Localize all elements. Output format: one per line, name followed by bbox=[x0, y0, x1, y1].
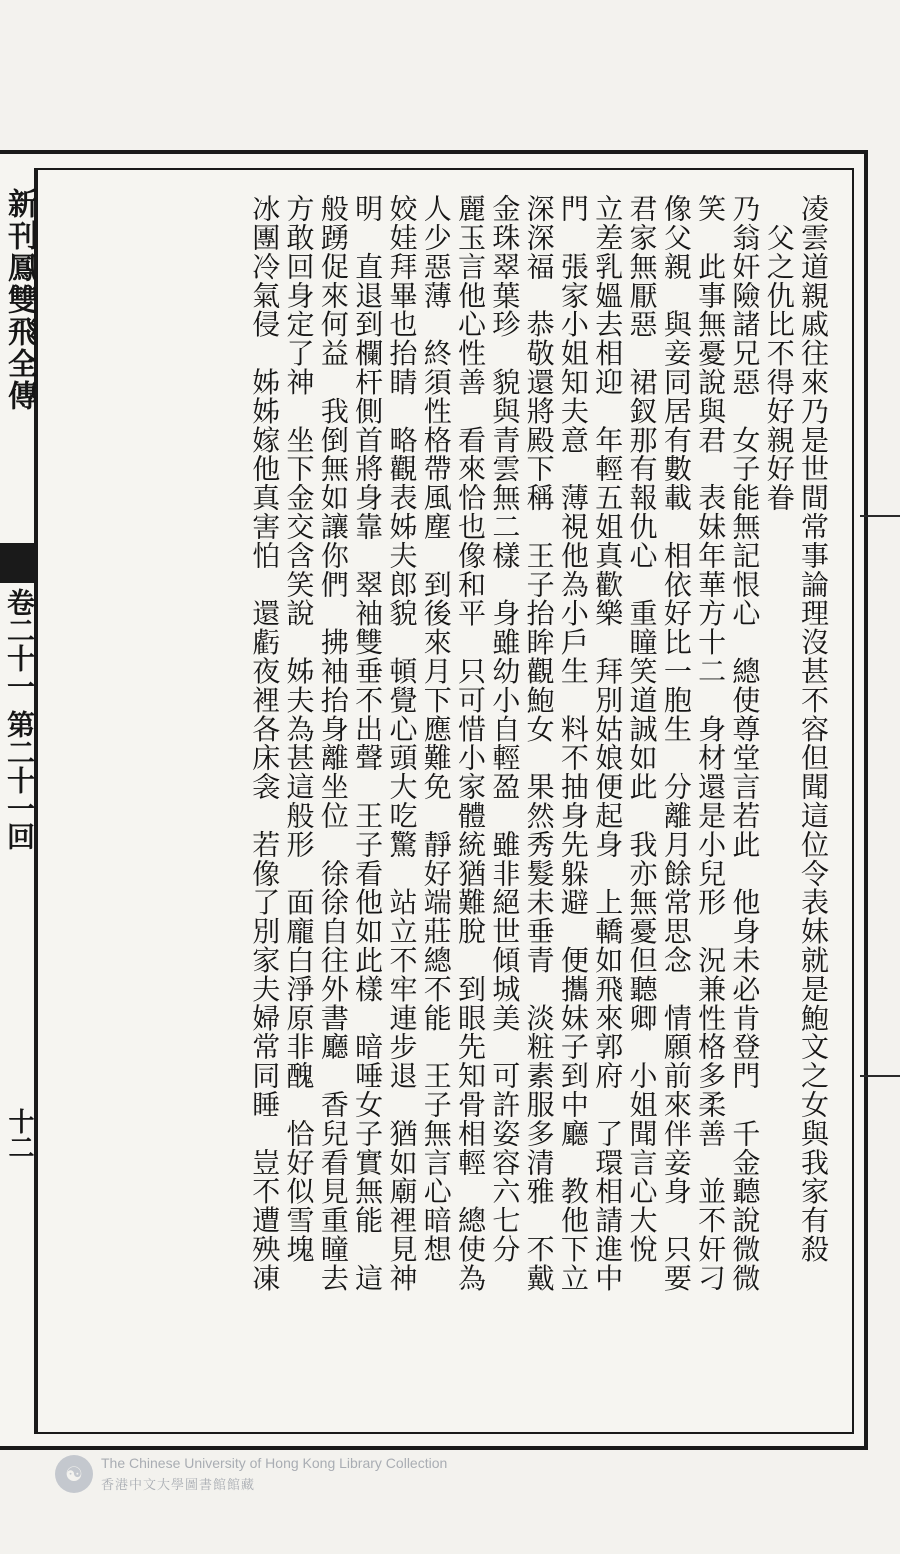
text-column: 乃翁奸險諸兄惡 女子能無記恨心 總使尊堂言若此 他身未必肯登門 千金聽說微微 bbox=[728, 194, 762, 1293]
book-title: 新刊鳳雙飛全傳 bbox=[2, 188, 37, 412]
main-text bbox=[40, 194, 830, 1424]
text-column: 金珠翠葉珍 貌與青雲無二樣 身雖幼小自輕盈 雖非絕世傾城美 可許姿容六七分 bbox=[488, 194, 522, 1264]
text-column: 深深福 恭敬還將殿下稱 王子抬眸觀鮑女 果然秀髮未垂青 淡粧素服多清雅 不戴 bbox=[522, 194, 556, 1293]
text-column: 父之仇比不得好親好眷 bbox=[762, 194, 796, 512]
chapter-label: 卷二十一 第二十一回 bbox=[3, 588, 36, 850]
fish-tail-mark bbox=[0, 543, 36, 583]
page-edge-mark bbox=[860, 515, 900, 517]
text-column: 像父親 與妾同居有數載 相依好比一胞生 分離月餘常思念 情願前來伴妾身 只要 bbox=[659, 194, 693, 1293]
text-column: 人少惡薄 終須性格帶風塵 到後來月下應難免 靜好端莊總不能 王子無言心暗想 bbox=[419, 194, 453, 1264]
text-column: 明 直退到欄杆側首將身靠 翠袖雙垂不出聲 王子看他如此樣 暗唾女子實無能 這 bbox=[351, 194, 385, 1293]
text-column: 方敢回身定了神 坐下金交含笑說 姊夫為甚這般形 面龐白淨原非醜 恰好似雪塊 bbox=[282, 194, 316, 1264]
text-column: 凌雲道親戚往來乃是世間常事論理沒甚不容但聞這位令表妹就是鮑文之女與我家有殺 bbox=[797, 194, 830, 1264]
text-column: 冰團冷氣侵 姊姊嫁他真害怕 還虧夜裡各床衾 若像了別家夫婦常同睡 豈不遭殃凍 bbox=[248, 194, 282, 1293]
library-watermark bbox=[55, 1455, 575, 1495]
page-edge-mark bbox=[860, 1075, 900, 1077]
text-column: 笑 此事無憂說與君 表妹年華方十二 身材還是小兒形 況兼性格多柔善 並不奸刁 bbox=[694, 194, 728, 1293]
library-name-chinese: 香港中文大學圖書館館藏 bbox=[101, 1478, 256, 1493]
book-page bbox=[0, 150, 868, 1450]
text-column: 君家無厭惡 裙釵那有報仇心 重瞳笑道誠如此 我亦無憂但聽卿 小姐聞言心大悅 bbox=[625, 194, 659, 1264]
text-column: 姣娃拜畢也抬睛 略觀表姊夫郎貌 頓覺心頭大吃驚 站立不牢連步退 猶如廟裡見神 bbox=[385, 194, 419, 1293]
text-column: 麗玉言他心性善 看來恰也像和平 只可惜小家體統猶難脫 到眼先知骨相輕 總使為 bbox=[454, 194, 488, 1293]
text-column: 般踴促來何益 我倒無如讓你們 拂袖抬身離坐位 徐徐自往外書廳 香兒看見重瞳去 bbox=[316, 194, 350, 1293]
page-number: 十二 bbox=[4, 1108, 34, 1160]
library-logo-icon: ☯ bbox=[55, 1455, 93, 1493]
page-fold-margin bbox=[0, 168, 36, 1434]
text-column: 立差乳媼去相迎 年輕五姐真歡樂 拜別姑娘便起身 上轎如飛來郭府 了環相請進中 bbox=[591, 194, 625, 1293]
text-column: 門 張家小姐知夫意 薄視他為小戶生 料不抽身先躲避 便攜妹子到中廳 教他下立 bbox=[556, 194, 590, 1293]
library-name-english: The Chinese University of Hong Kong Library Collection bbox=[101, 1455, 448, 1471]
